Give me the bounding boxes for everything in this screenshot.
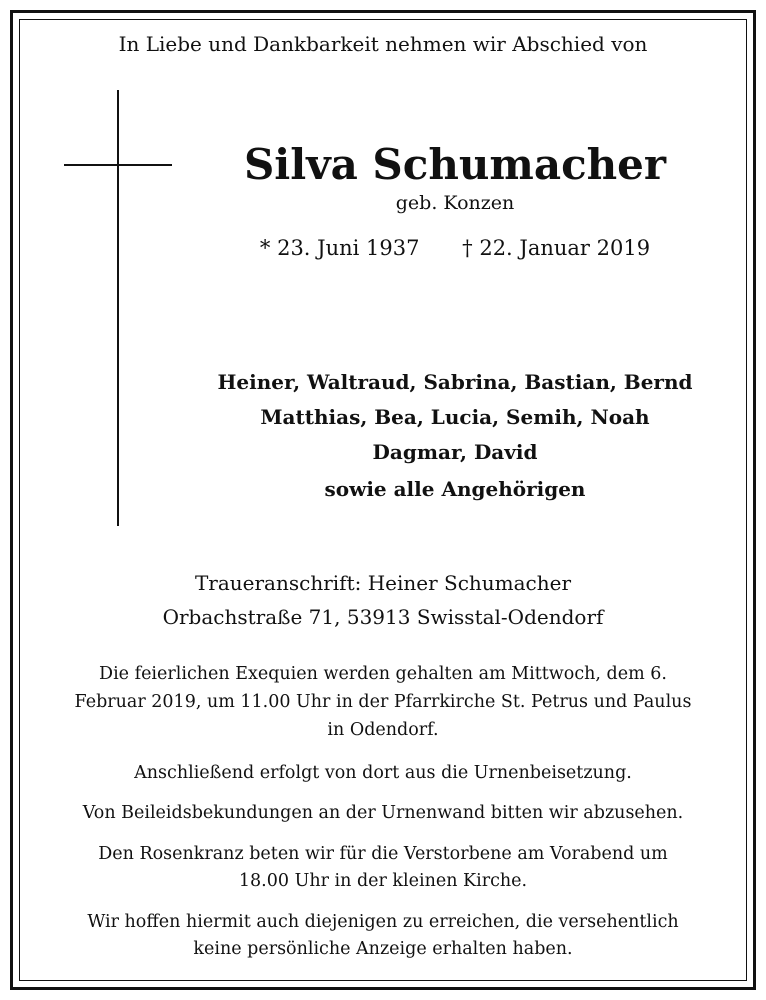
closing-text: keine persönliche Anzeige erhalten haben. <box>193 939 573 959</box>
life-dates <box>160 236 750 260</box>
birth-date: * 23. Juni 1937 <box>259 236 420 260</box>
family-line: sowie alle Angehörigen <box>324 477 586 501</box>
cross-icon-vertical <box>117 90 119 526</box>
mourning-address-line: Traueranschrift: Heiner Schumacher <box>194 571 572 595</box>
family-line: Matthias, Bea, Lucia, Semih, Noah <box>260 405 650 429</box>
urn-burial-text: Anschließend erfolgt von dort aus die Urnenbeisetzung. <box>134 763 632 783</box>
deceased-name: Silva Schumacher <box>243 140 667 189</box>
condolence-text: Von Beileidsbekundungen an der Urnenwand bitten wir abzusehen. <box>82 803 684 823</box>
service-text: Die feierlichen Exequien werden gehalten am Mittwoch, dem 6. <box>99 664 667 684</box>
mourning-address-line: Orbachstraße 71, 53913 Swisstal-Odendorf <box>162 605 604 629</box>
maiden-name: geb. Konzen <box>395 192 515 214</box>
cross-icon-horizontal <box>64 164 172 166</box>
intro-text: In Liebe und Dankbarkeit nehmen wir Abschied von <box>118 32 648 56</box>
service-text: Februar 2019, um 11.00 Uhr in der Pfarrkirche St. Petrus und Paulus <box>74 692 692 712</box>
death-date: † 22. Januar 2019 <box>462 236 651 260</box>
family-line: Dagmar, David <box>372 440 538 464</box>
rosary-text: Den Rosenkranz beten wir für die Verstorbene am Vorabend um <box>98 844 668 864</box>
family-line: Heiner, Waltraud, Sabrina, Bastian, Bernd <box>217 370 693 394</box>
service-text: in Odendorf. <box>327 720 439 740</box>
rosary-text: 18.00 Uhr in der kleinen Kirche. <box>238 871 528 891</box>
closing-text: Wir hoffen hiermit auch diejenigen zu erreichen, die versehentlich <box>87 912 679 932</box>
